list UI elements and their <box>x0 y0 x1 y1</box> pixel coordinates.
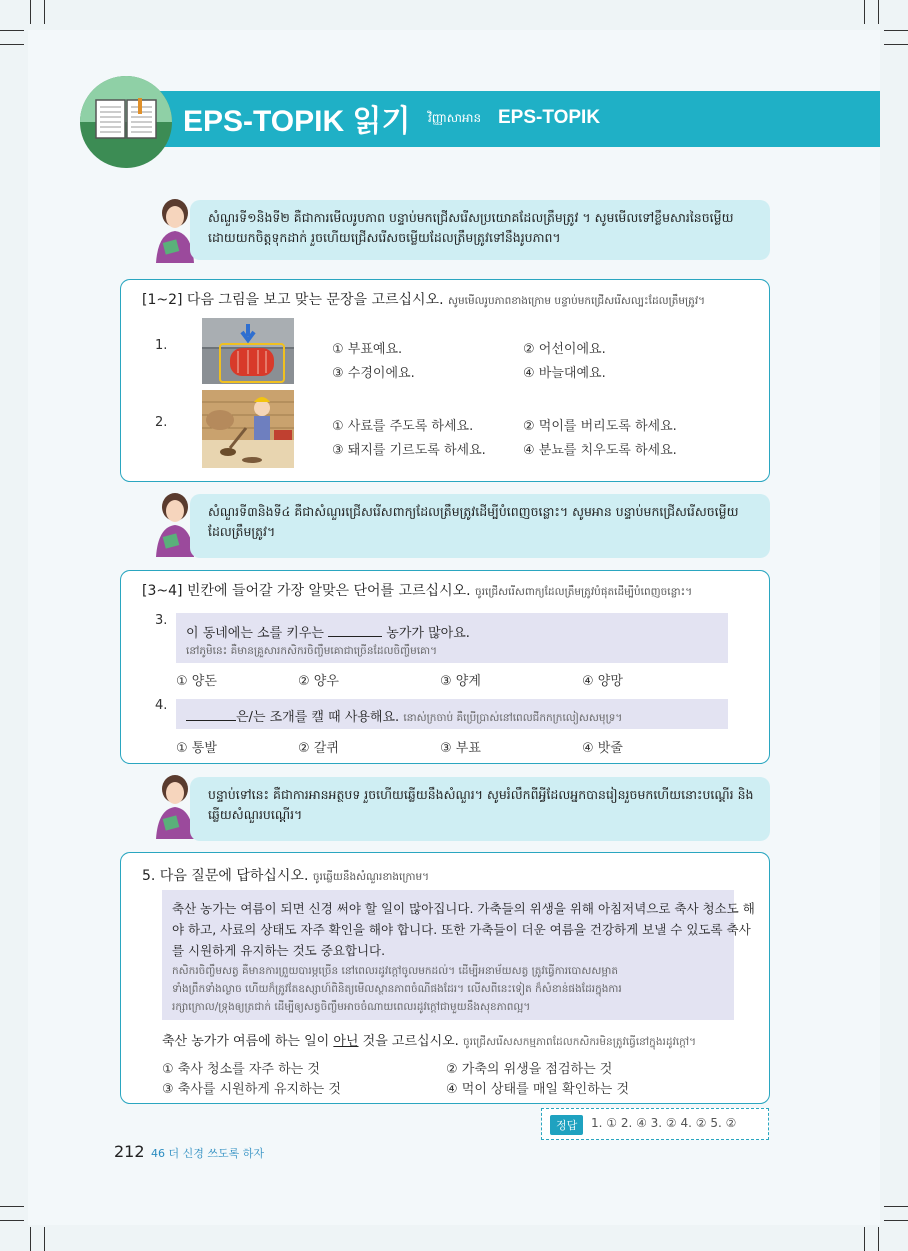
passage-translation-line: ទាំងព្រឹកទាំងល្ងាច ហើយក៏ត្រូវតែឧស្សាហ៍ពិនិត្យមើលស្ថានភាពចំណីផងដែរ។ លើសពីនេះទៀត ក៏សំខាន់ផងដែរក្នុងការ <box>172 983 622 995</box>
crop-mark <box>884 44 908 45</box>
passage-translation-line: កសិករចិញ្ចឹមសត្វ គឺមានការព្រួយបារម្ភច្រើន នៅពេលរដូវក្ដៅចូលមកដល់។ ដើម្បីអនាម័យសត្វ ត្រូវធ្វើការបោសសម្អាត <box>172 965 619 977</box>
page-number: 212 <box>114 1142 145 1161</box>
crop-mark <box>0 44 24 45</box>
buoy-image <box>202 318 294 384</box>
book-icon <box>80 76 172 168</box>
page-subtitle-kh: វិញ្ញាសាអាន <box>428 111 482 125</box>
passage-translation-line: រក្សាក្រោល/ទ្រុងឲ្យត្រជាក់ ដើម្បីឲ្យសត្វចិញ្ចឹមអាចចំណាយពេលរដូវក្ដៅជាមួយនឹងសុខភាពល្អ។ <box>172 1001 531 1013</box>
passage-line: 축산 농가는 여름이 되면 신경 써야 할 일이 많아집니다. 가축들의 위생을 위해 아침저녁으로 축사 청소도 해 <box>172 901 755 916</box>
crop-mark <box>30 0 31 24</box>
crop-mark <box>864 0 865 24</box>
question-3-translation: នៅភូមិនេះ គឺមានគ្រួសារកសិករចិញ្ចឹមគោជាច្រើនដែលចិញ្ចឹមគោ។ <box>186 645 438 657</box>
option[interactable]: ③ 양계 <box>440 674 481 689</box>
section-2-heading: [3~4] 빈칸에 들어갈 가장 알맞은 단어를 고르십시오. ចូរជ្រើសរើសពាក្យដែលត្រឹមត្រូវបំផុតដើម្បីបំពេញចន្លោះ។ <box>142 583 693 599</box>
answer-key-badge: 정답 <box>550 1115 583 1135</box>
question-number: 2. <box>155 415 168 430</box>
page-subtitle-en: EPS-TOPIK <box>498 107 601 128</box>
question-number: 3. <box>155 613 168 628</box>
option[interactable]: ③ 부표 <box>440 741 481 756</box>
instruction-bubble-3: បន្ទាប់ទៅនេះ គឺជាការអានអត្ថបទ រួចហើយឆ្លើយនឹងសំណួរ។ សូមរំលឹកពីអ្វីដែលអ្នកបានរៀនរួចមកហើយនោះបណ្ដើរ និងឆ្លើយសំណួរបណ្ដើរ។ <box>190 777 770 841</box>
crop-mark <box>878 1227 879 1251</box>
crop-mark <box>884 1220 908 1221</box>
answer-key-text: 1. ① 2. ④ 3. ② 4. ② 5. ② <box>591 1116 737 1130</box>
question-4-sentence: 은/는 조개를 캘 때 사용해요. នោស់ក្រចាប់ គឺប្រើប្រាស់នៅពេលជីកកក្រលៀសសមុទ្រ។ <box>186 706 622 727</box>
option[interactable]: ② 먹이를 버리도록 하세요. <box>523 419 677 434</box>
crop-mark <box>30 1227 31 1251</box>
crop-mark <box>0 30 24 31</box>
option[interactable]: ① 사료를 주도록 하세요. <box>332 419 474 434</box>
option[interactable]: ③ 수경이에요. <box>332 366 415 381</box>
crop-mark <box>878 0 879 24</box>
instruction-bubble-1: សំណួរទី១និងទី២ គឺជាការមើលរូបភាព បន្ទាប់មកជ្រើសរើសប្រយោគដែលត្រឹមត្រូវ ។ សូមមើលទៅខ្លឹមសារនៃចម្លើយដោយយកចិត្តទុកដាក់ រួចហើយជ្រើសរើសចម្លើយដែលត្រឹមត្រូវទៅនឹងរូបភាព។ <box>190 200 770 260</box>
option[interactable]: ④ 양망 <box>582 674 623 689</box>
option[interactable]: ④ 밧줄 <box>582 741 623 756</box>
question-number: 4. <box>155 698 168 713</box>
option[interactable]: ① 부표예요. <box>332 342 403 357</box>
crop-mark <box>0 1220 24 1221</box>
option[interactable]: ③ 돼지를 기르도록 하세요. <box>332 443 486 458</box>
option[interactable]: ④ 바늘대예요. <box>523 366 606 381</box>
crop-mark <box>864 1227 865 1251</box>
option[interactable]: ① 축사 청소를 자주 하는 것 <box>162 1062 320 1077</box>
option[interactable]: ④ 분뇨를 치우도록 하세요. <box>523 443 677 458</box>
option[interactable]: ② 가축의 위생을 점검하는 것 <box>446 1062 613 1077</box>
crop-mark <box>44 1227 45 1251</box>
question-number: 1. <box>155 338 168 353</box>
question-5-text: 축산 농가가 여름에 하는 일이 아닌 것을 고르십시오. ចូរជ្រើសរើសសកម្មភាពដែលកសិករមិនត្រូវធ្វើនៅក្នុងរដូវក្ដៅ។ <box>162 1034 697 1049</box>
option[interactable]: ③ 축사를 시원하게 유지하는 것 <box>162 1082 341 1097</box>
option[interactable]: ① 양돈 <box>176 674 217 689</box>
crop-mark <box>884 30 908 31</box>
option[interactable]: ④ 먹이 상태를 매일 확인하는 것 <box>446 1082 630 1097</box>
chapter-title: 46 더 신경 쓰도록 하자 <box>151 1147 264 1160</box>
crop-mark <box>884 1206 908 1207</box>
section-1-heading: [1~2] 다음 그림을 보고 맞는 문장을 고르십시오. សូមមើលរូបភាពខាងក្រោម បន្ទាប់មកជ្រើសរើសល្បះដែលត្រឹមត្រូវ។ <box>142 292 706 308</box>
passage-line: 를 시원하게 유지하는 것도 중요합니다. <box>172 943 386 958</box>
page-title: EPS-TOPIK 읽기 <box>183 105 411 138</box>
instruction-bubble-2: សំណួរទី៣និងទី៤ គឺជាសំណួរជ្រើសរើសពាក្យដែលត្រឹមត្រូវដើម្បីបំពេញចន្លោះ។ សូមអាន បន្ទាប់មកជ្រើសរើសចម្លើយដែលត្រឹមត្រូវ។ <box>190 494 770 558</box>
option[interactable]: ② 갈퀴 <box>298 741 339 756</box>
question-3-sentence: 이 동네에는 소를 키우는 농가가 많아요. <box>186 626 470 641</box>
option[interactable]: ① 통발 <box>176 741 217 756</box>
barn-cleaning-image <box>202 390 294 468</box>
option[interactable]: ② 양우 <box>298 674 339 689</box>
crop-mark <box>44 0 45 24</box>
section-3-heading: 5. 다음 질문에 답하십시오. ចូរឆ្លើយនឹងសំណួរខាងក្រោម។ <box>142 868 430 884</box>
option[interactable]: ② 어선이에요. <box>523 342 606 357</box>
crop-mark <box>0 1206 24 1207</box>
passage-line: 야 하고, 사료의 상태도 자주 확인을 해야 합니다. 또한 가축들이 더운 여름을 건강하게 보낼 수 있도록 축사 <box>172 922 751 937</box>
